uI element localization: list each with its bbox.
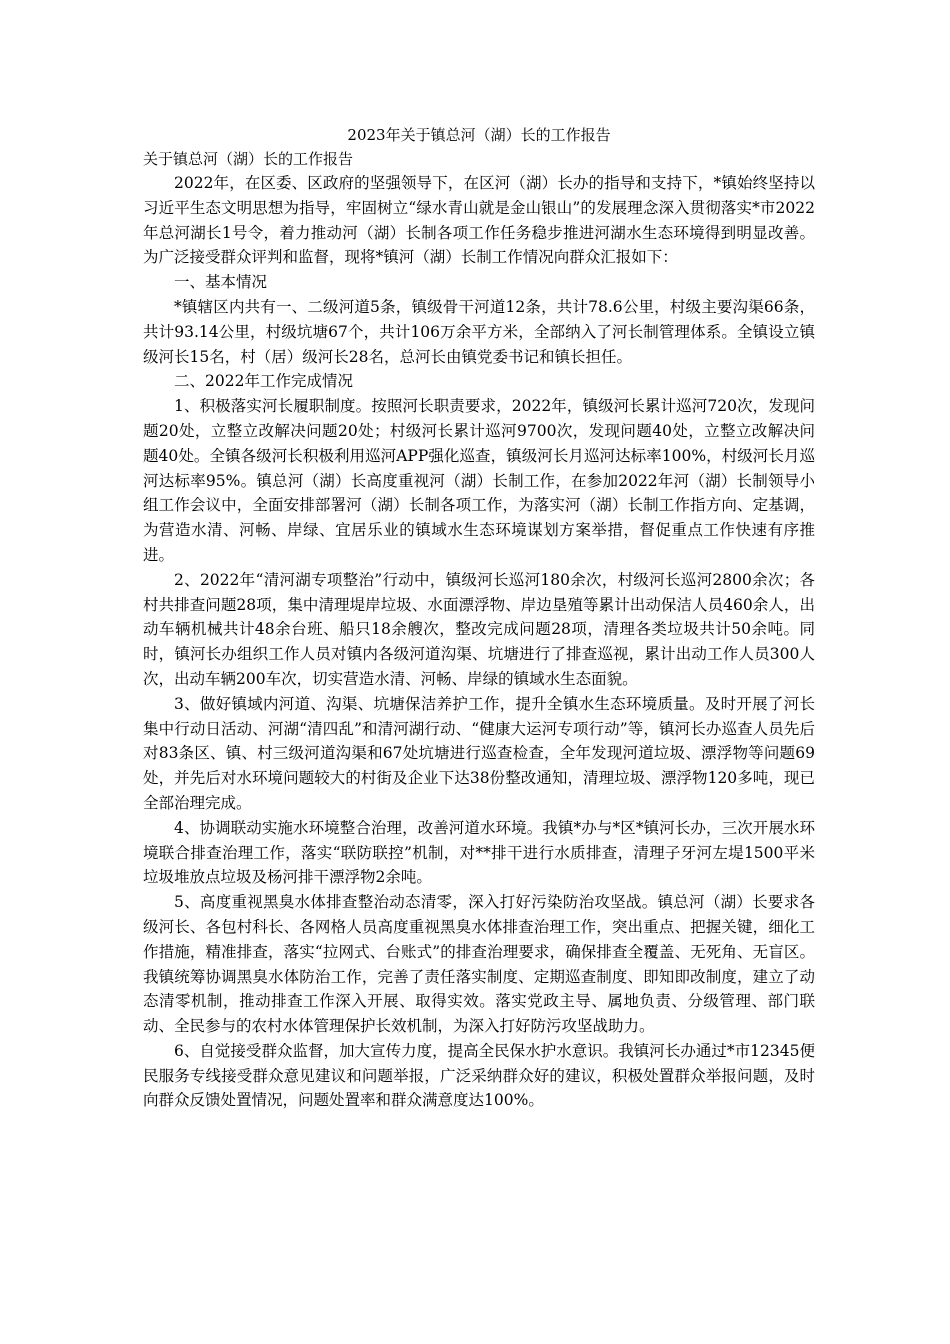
intro-paragraph: 2022年，在区委、区政府的坚强领导下，在区河（湖）长办的指导和支持下，*镇始终坚持以习近平生态文明思想为指导，牢固树立“绿水青山就是金山银山”的发展理念深入贯彻落实*市2022年总河湖长1号令，着力推动河（湖）长制各项工作任务稳步推进河湖水生态环境得到明显改善。为广泛接受群众评判和监督，现将*镇河（湖）长制工作情况向群众汇报如下：: [143, 174, 815, 267]
document-subtitle: 关于镇总河（湖）长的工作报告: [143, 150, 354, 168]
section-heading-basic: 一、基本情况: [174, 273, 268, 292]
work-item-4: 4、协调联动实施水环境整合治理，改善河道水环境。我镇*办与*区*镇河长办，三次开展水环境联合排查治理工作，落实“联防联控”机制，对**排干进行水质排查，清理子牙河左堤1500平米垃圾堆放点垃圾及杨河排干漂浮物2余吨。: [143, 818, 815, 887]
document-title: 2023年关于镇总河（湖）长的工作报告: [347, 126, 611, 144]
work-item-2: 2、2022年“清河湖专项整治”行动中，镇级河长巡河180余次，村级河长巡河2800余次；各村共排查问题28项，集中清理堤岸垃圾、水面漂浮物、岸边垦殖等累计出动保洁人员460余人，出动车辆机械共计48余台班、船只18余艘次，整改完成问题28项，清理各类垃圾共计50余吨。同时，镇河长办组织工作人员对镇内各级河道沟渠、坑塘进行了排查巡视，累计出动工作人员300人次，出动车辆200车次，切实营造水清、河畅、岸绿的镇域水生态面貌。: [143, 570, 815, 688]
work-item-3: 3、做好镇域内河道、沟渠、坑塘保洁养护工作，提升全镇水生态环境质量。及时开展了河长集中行动日活动、河湖“清四乱”和清河湖行动、“健康大运河专项行动”等，镇河长办巡查人员先后对83条区、镇、村三级河道沟渠和67处坑塘进行巡查检查，全年发现河道垃圾、漂浮物等问题69处，并先后对水环境问题较大的村街及企业下达38份整改通知，清理垃圾、漂浮物120多吨，现已全部治理完成。: [143, 694, 815, 812]
section-basic-text: *镇辖区内共有一、二级河道5条，镇级骨干河道12条，共计78.6公里，村级主要沟渠66条，共计93.14公里，村级坑塘67个，共计106万余平方米，全部纳入了河长制管理体系。全镇设立镇级河长15名，村（居）级河长28名，总河长由镇党委书记和镇长担任。: [143, 297, 815, 366]
work-item-5: 5、高度重视黑臭水体排查整治动态清零，深入打好污染防治攻坚战。镇总河（湖）长要求各级河长、各包村科长、各网格人员高度重视黑臭水体排查治理工作，突出重点、把握关键，细化工作措施，精准排查，落实“拉网式、台账式”的排查治理要求，确保排查全覆盖、无死角、无盲区。我镇统筹协调黑臭水体防治工作，完善了责任落实制度、定期巡查制度、即知即改制度，建立了动态清零机制，推动排查工作深入开展、取得实效。落实党政主导、属地负责、分级管理、部门联动、全民参与的农村水体管理保护长效机制，为深入打好防污攻坚战助力。: [143, 893, 815, 1036]
section-heading-work: 二、2022年工作完成情况: [174, 372, 353, 391]
work-item-1: 1、积极落实河长履职制度。按照河长职责要求，2022年，镇级河长累计巡河720次，发现问题20处，立整立改解决问题20处；村级河长累计巡河9700次，发现问题40处，立整立改解决问题40处。全镇各级河长积极利用巡河APP强化巡查，镇级河长月巡河达标率100%，村级河长月巡河达标率95%。镇总河（湖）长高度重视河（湖）长制工作，在参加2022年河（湖）长制领导小组工作会议中，全面安排部署河（湖）长制各项工作，为落实河（湖）长制工作指方向、定基调，为营造水清、河畅、岸绿、宜居乐业的镇域水生态环境谋划方案举措，督促重点工作快速有序推进。: [143, 397, 815, 564]
document-page: [143, 122, 815, 1113]
work-item-6: 6、自觉接受群众监督，加大宣传力度，提高全民保水护水意识。我镇河长办通过*市12345便民服务专线接受群众意见建议和问题举报，广泛采纳群众好的建议，积极处置群众举报问题，及时向群众反馈处置情况，问题处置率和群众满意度达100%。: [143, 1041, 815, 1110]
